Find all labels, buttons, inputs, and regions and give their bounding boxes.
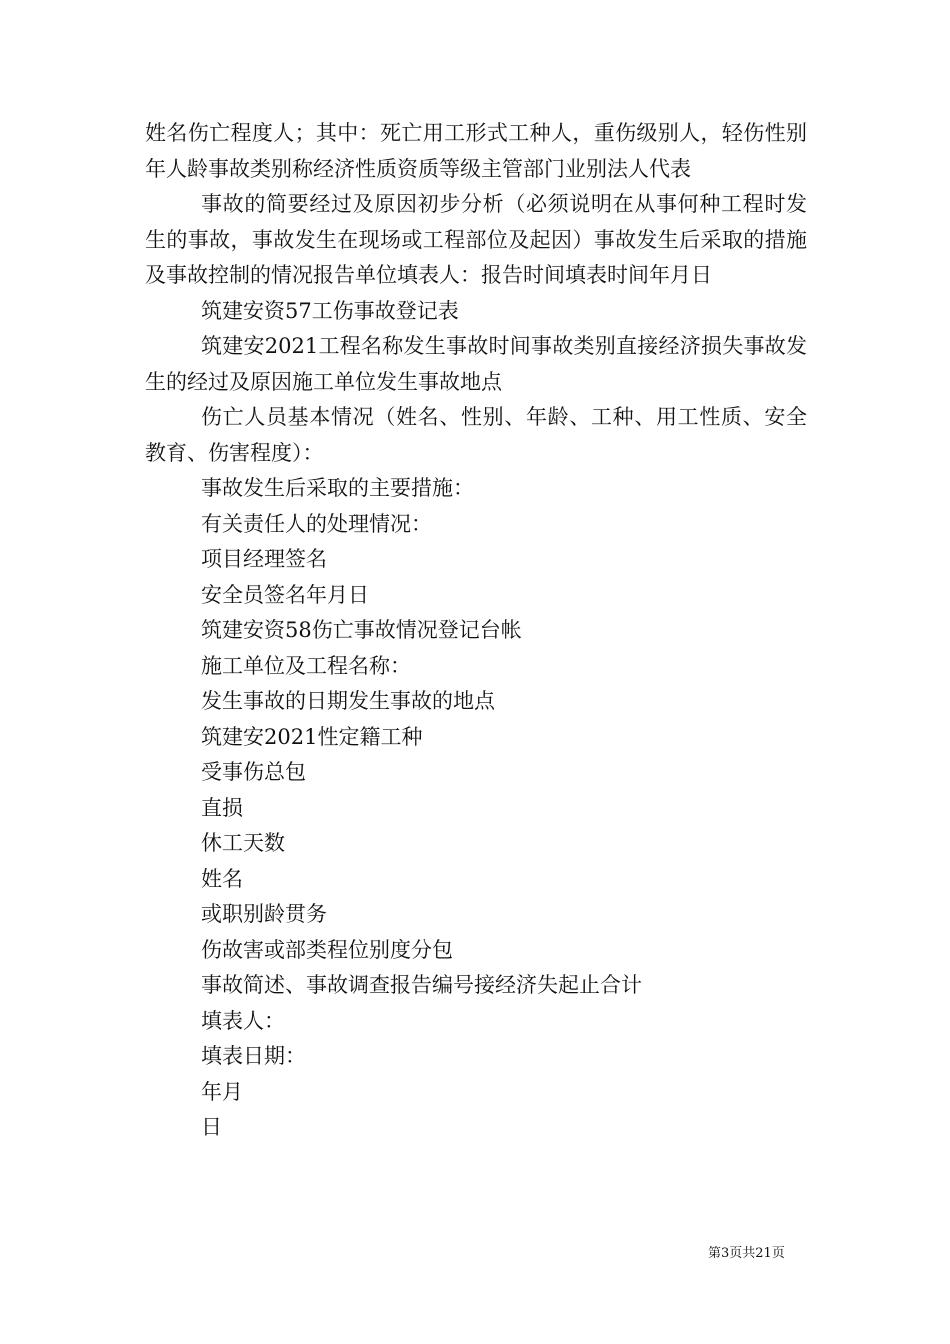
paragraph: 休工天数	[201, 831, 285, 855]
paragraph: 筑建安资58伤亡事故情况登记台帐	[201, 618, 522, 642]
paragraph: 事故简述、事故调查报告编号接经济失起止合计	[201, 973, 642, 997]
paragraph: 施工单位及工程名称：	[201, 653, 411, 678]
paragraph: 直损	[201, 795, 243, 820]
paragraph: 筑建安资57工伤事故登记表	[201, 298, 459, 323]
paragraph: 填表人：	[201, 1008, 285, 1033]
page-number: 第3页共21页	[708, 1246, 785, 1261]
paragraph: 填表日期：	[201, 1044, 306, 1068]
document-body	[145, 116, 807, 1146]
paragraph: 受事伤总包	[201, 760, 306, 784]
paragraph: 发生事故的日期发生事故的地点	[201, 689, 495, 713]
paragraph: 年月	[201, 1079, 243, 1104]
paragraph: 筑建安2021性定籍工种	[201, 724, 423, 749]
paragraph: 事故发生后采取的主要措施：	[201, 476, 474, 500]
paragraph: 安全员签名年月日	[201, 582, 369, 607]
paragraph: 筑建安2021工程名称发生事故时间事故类别直接经济损失事故发生的经过及原因施工单位发生事故地点	[145, 334, 807, 394]
paragraph: 姓名	[201, 866, 243, 891]
paragraph: 或职别龄贯务	[201, 902, 327, 926]
paragraph: 伤故害或部类程位别度分包	[201, 937, 453, 962]
paragraph: 伤亡人员基本情况（姓名、性别、年龄、工种、用工性质、安全教育、伤害程度）：	[145, 405, 807, 465]
paragraph: 有关责任人的处理情况：	[201, 511, 432, 536]
paragraph: 日	[201, 1115, 222, 1139]
paragraph: 姓名伤亡程度人；其中：死亡用工形式工种人，重伤级别人，轻伤性别年人龄事故类别称经济性质资质等级主管部门业别法人代表	[145, 121, 807, 181]
paragraph: 项目经理签名	[201, 547, 327, 571]
paragraph: 事故的简要经过及原因初步分析（必须说明在从事何种工程时发生的事故，事故发生在现场或工程部位及起因）事故发生后采取的措施及事故控制的情况报告单位填表人：报告时间填表时间年月日	[145, 192, 807, 287]
